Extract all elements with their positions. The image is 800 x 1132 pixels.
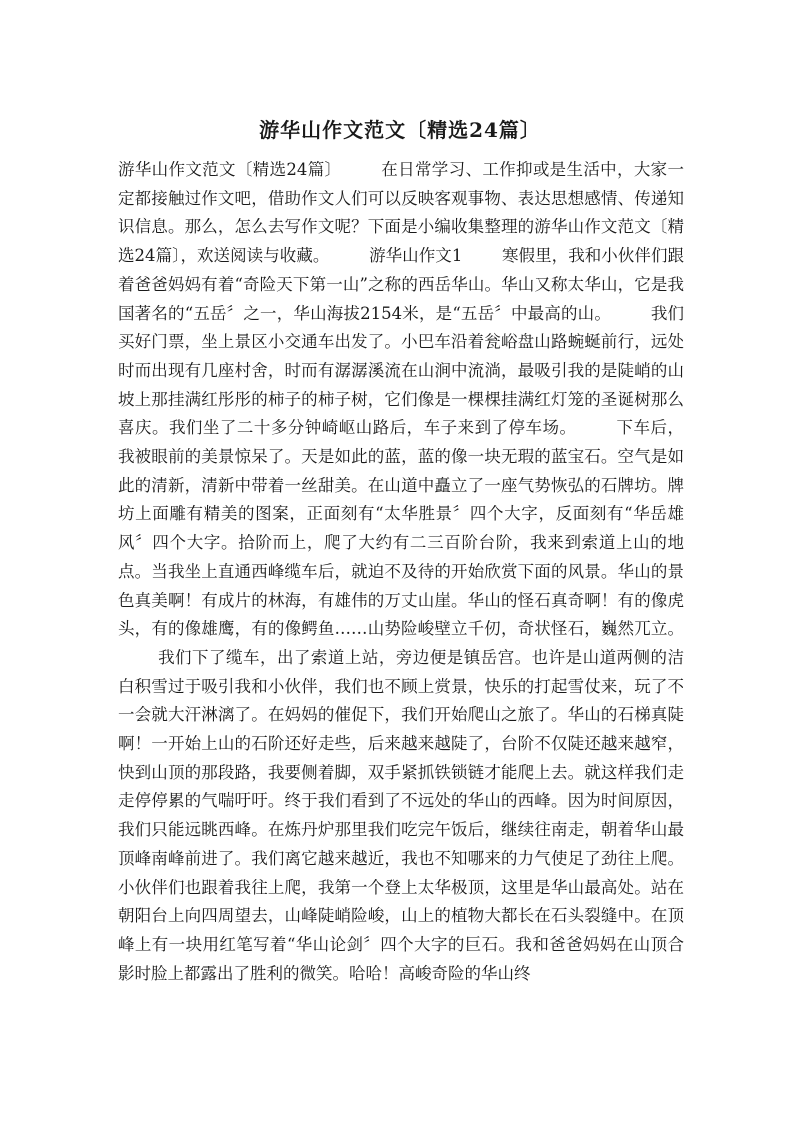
- essay-heading: 游华山作文1: [369, 246, 463, 266]
- body-paragraph-intro: 在日常学习、工作抑或是生活中，大家一定都接触过作文吧，借助作文人们可以反映客观事物、表达思想感情、传递知识信息。那么，怎么去写作文呢？下面是小编收集整理的游华山作文范文〔精选24篇〕，欢送阅读与收藏。: [118, 160, 685, 266]
- body-paragraph-1: 寒假里，我和小伙伴们跟着爸爸妈妈有着“奇险天下第一山”之称的西岳华山。华山又称太华山，它是我国著名的“五岳〞之一，华山海拔2154米，是“五岳〞中最高的山。: [118, 246, 685, 323]
- body-paragraph-3: 下车后，我被眼前的美景惊呆了。天是如此的蓝，蓝的像一块无瑕的蓝宝石。空气是如此的清新，清新中带着一丝甜美。在山道中矗立了一座气势恢弘的石牌坊。牌坊上面雕有精美的图案，正面刻有“太华胜景〞四个大字，反面刻有“华岳雄风〞四个大字。拾阶而上，爬了大约有二三百阶台阶，我来到索道上山的地点。当我坐上直通西峰缆车后，就迫不及待的开始欣赏下面的风景。华山的景色真美啊！有成片的林海，有雄伟的万丈山崖。华山的怪石真奇啊！有的像虎头，有的像雄鹰，有的像鳄鱼……山势险峻壁立千仞，奇状怪石，巍然兀立。: [118, 418, 685, 639]
- body-paragraph-4: 我们下了缆车，出了索道上站，旁边便是镇岳宫。也许是山道两侧的洁白积雪过于吸引我和小伙伴，我们也不顾上赏景，快乐的打起雪仗来，玩了不一会就大汗淋漓了。在妈妈的催促下，我们开始爬山之旅了。华山的石梯真陡啊！一开始上山的石阶还好走些，后来越来越陡了，台阶不仅陡还越来越窄，快到山顶的那段路，我要侧着脚，双手紧抓铁锁链才能爬上去。就这样我们走走停停累的气喘吁吁。终于我们看到了不远处的华山的西峰。因为时间原因，我们只能远眺西峰。在炼丹炉那里我们吃完午饭后，继续往南走，朝着华山最顶峰南峰前进了。我们离它越来越近，我也不知哪来的力气使足了劲往上爬。小伙伴们也跟着我往上爬，我第一个登上太华极顶，这里是华山最高处。站在朝阳台上向四周望去，山峰陡峭险峻，山上的植物大都长在石头裂缝中。在顶峰上有一块用红笔写着“华山论剑〞四个大字的巨石。我和爸爸妈妈在山顶合影时脸上都露出了胜利的微笑。哈哈！高峻奇险的华山终: [118, 647, 684, 983]
- document-body: [118, 156, 684, 988]
- document-title: 游华山作文范文〔精选24篇〕: [259, 118, 541, 142]
- body-paragraph-2: 我们买好门票，坐上景区小交通车出发了。小巴车沿着瓮峪盘山路蜿蜒前行，远处时而出现有几座村舍，时而有潺潺溪流在山涧中流淌，最吸引我的是陡峭的山坡上那挂满红彤彤的柿子的柿子树，它们像是一棵棵挂满红灯笼的圣诞树那么喜庆。我们坐了二十多分钟崎岖山路后，车子来到了停车场。: [118, 303, 684, 438]
- body-subtitle: 游华山作文范文〔精选24篇〕: [118, 160, 342, 179]
